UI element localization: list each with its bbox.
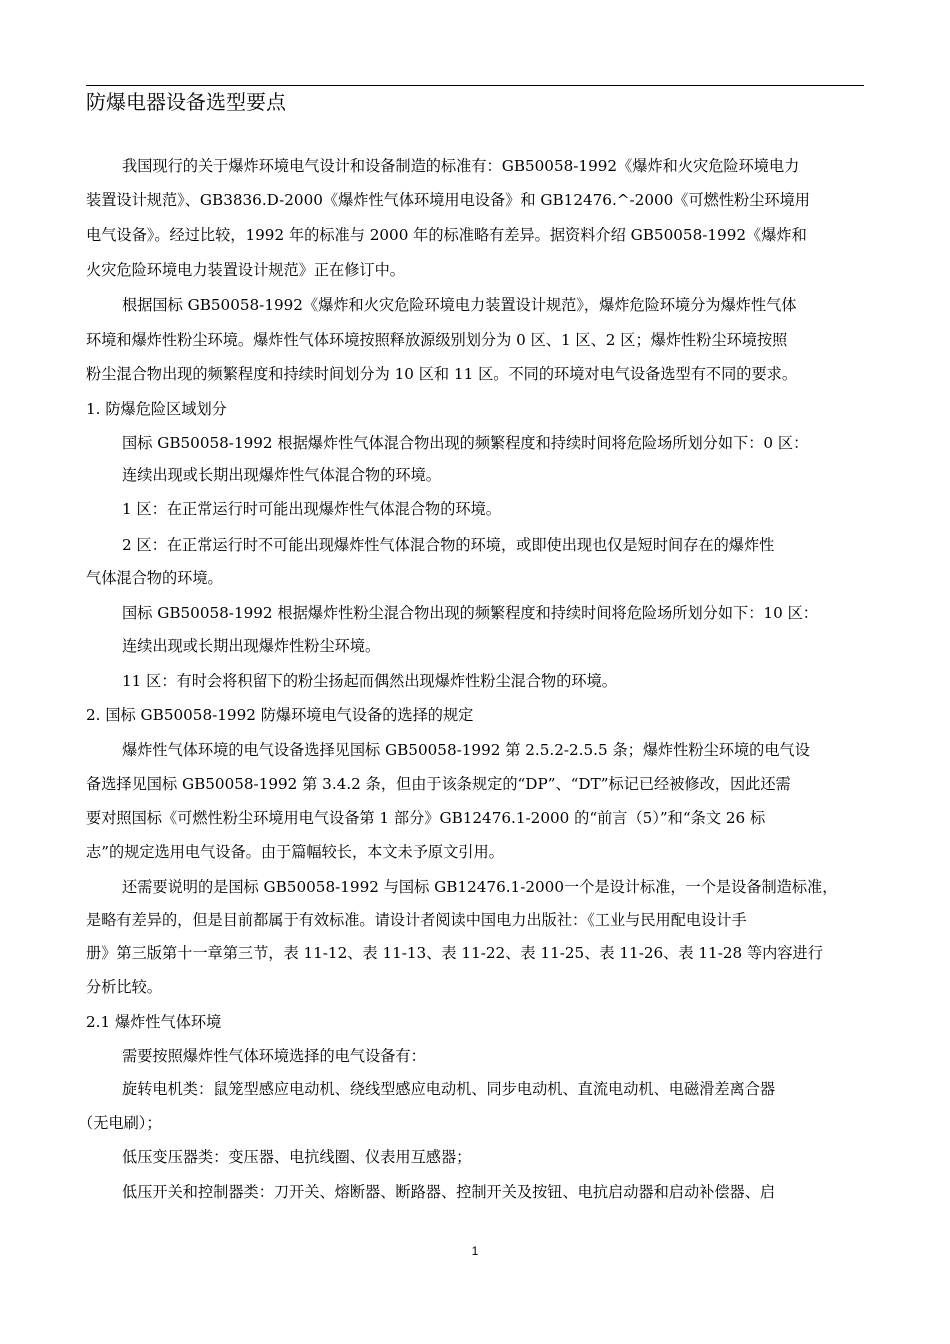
text-line: 爆炸性气体环境的电气设备选择见国标 GB50058-1992 第 2.5.2-2.5.5 条；爆炸性粉尘环境的电气设	[122, 741, 810, 759]
page-title: 防爆电器设备选型要点	[86, 90, 286, 114]
text-line: 电气设备》。经过比较，1992 年的标准与 2000 年的标准略有差异。据资料介绍 GB50058-1992《爆炸和	[86, 226, 807, 244]
text-line: 还需要说明的是国标 GB50058-1992 与国标 GB12476.1-2000一个是设计标准，一个是设备制造标准，	[122, 878, 838, 896]
text-line: 分析比较。	[86, 978, 162, 996]
text-line: 需要按照爆炸性气体环境选择的电气设备有：	[122, 1047, 426, 1065]
text-line: 国标 GB50058-1992 根据爆炸性粉尘混合物出现的频繁程度和持续时间将危险场所划分如下：10 区：	[122, 604, 818, 622]
text-line: 是略有差异的，但是目前都属于有效标准。请设计者阅读中国电力出版社：《工业与民用配电设计手	[86, 911, 747, 929]
text-line: 1 区：在正常运行时可能出现爆炸性气体混合物的环境。	[122, 500, 501, 518]
text-line: 11 区：有时会将积留下的粉尘扬起而偶然出现爆炸性粉尘混合物的环境。	[122, 672, 617, 690]
text-line: 国标 GB50058-1992 根据爆炸性气体混合物出现的频繁程度和持续时间将危险场所划分如下：0 区：	[122, 434, 809, 452]
section-heading: 2.1 爆炸性气体环境	[86, 1013, 222, 1031]
text-line: 环境和爆炸性粉尘环境。爆炸性气体环境按照释放源级别划分为 0 区、1 区、2 区；爆炸性粉尘环境按照	[86, 331, 788, 349]
text-line: 装置设计规范》、GB3836.D-2000《爆炸性气体环境用电设备》和 GB12476.^-2000《可燃性粉尘环境用	[86, 191, 810, 209]
text-line: 我国现行的关于爆炸环境电气设计和设备制造的标准有：GB50058-1992《爆炸和火灾危险环境电力	[122, 157, 800, 175]
text-line: 低压开关和控制器类：刀开关、熔断器、断路器、控制开关及按钮、电抗启动器和启动补偿器、启	[122, 1183, 776, 1201]
text-line: 备选择见国标 GB50058-1992 第 3.4.2 条，但由于该条规定的“DP”、“DT”标记已经被修改，因此还需	[86, 775, 791, 793]
text-line: 低压变压器类：变压器、电抗线圈、仪表用互感器；	[122, 1148, 472, 1166]
section-heading: 2. 国标 GB50058-1992 防爆环境电气设备的选择的规定	[86, 706, 474, 724]
text-line: 粉尘混合物出现的频繁程度和持续时间划分为 10 区和 11 区。不同的环境对电气设备选型有不同的要求。	[86, 365, 798, 383]
text-line: 根据国标 GB50058-1992《爆炸和火灾危险环境电力装置设计规范》，爆炸危险环境分为爆炸性气体	[122, 296, 797, 314]
page-number: 1	[471, 1244, 479, 1258]
text-line: 要对照国标《可燃性粉尘环境用电气设备第 1 部分》GB12476.1-2000 的“前言（5）”和“条文 26 标	[86, 809, 766, 827]
text-line: 气体混合物的环境。	[86, 569, 223, 587]
header-rule	[86, 85, 864, 86]
text-line: 册》第三版第十一章第三节，表 11-12、表 11-13、表 11-22、表 11-25、表 11-26、表 11-28 等内容进行	[86, 944, 823, 962]
text-line: （无电刷）；	[78, 1114, 162, 1132]
text-line: 志”的规定选用电气设备。由于篇幅较长，本文未予原文引用。	[86, 843, 504, 861]
text-line: 2 区：在正常运行时不可能出现爆炸性气体混合物的环境，或即使出现也仅是短时间存在的爆炸性	[122, 536, 775, 554]
text-line: 连续出现或长期出现爆炸性粉尘环境。	[122, 637, 381, 655]
text-line: 连续出现或长期出现爆炸性气体混合物的环境。	[122, 466, 441, 484]
text-line: 旋转电机类：鼠笼型感应电动机、绕线型感应电动机、同步电动机、直流电动机、电磁滑差离合器	[122, 1080, 776, 1098]
text-line: 火灾危险环境电力装置设计规范》正在修订中。	[86, 261, 405, 279]
section-heading: 1. 防爆危险区域划分	[86, 400, 227, 418]
